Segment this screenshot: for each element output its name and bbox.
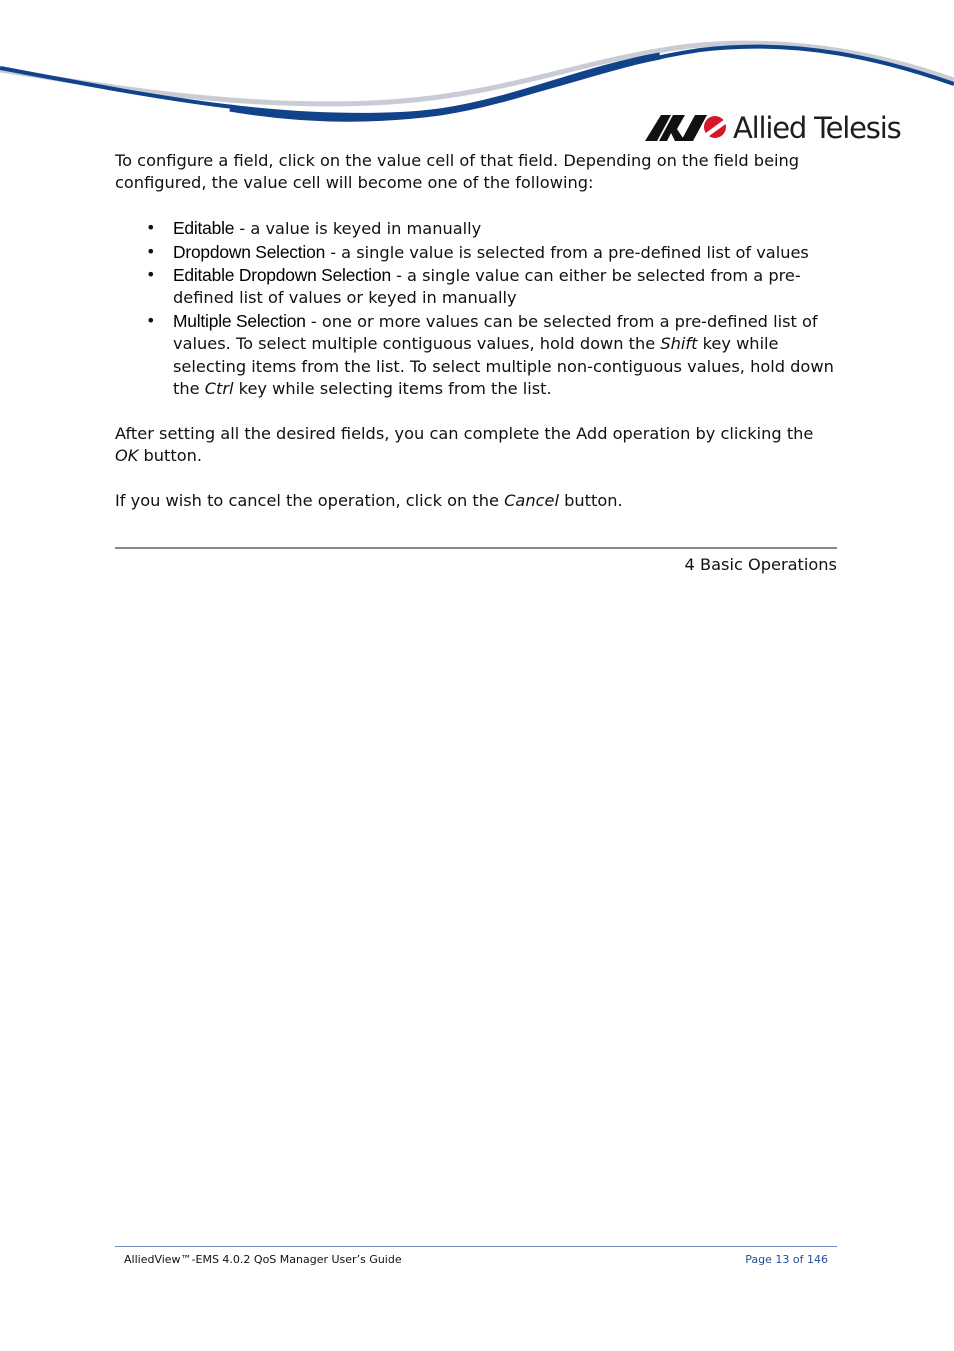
- desc-multiple-selection-part2: key while selecting items from the list. To select multiple non-contiguous values, hold down the: [173, 334, 834, 399]
- desc-editable-dropdown-selection: - a single value can either be selected from a pre-defined list of values or keyed in manually: [173, 266, 801, 308]
- desc-multiple-selection-part3: key while selecting items from the list.: [233, 379, 552, 399]
- desc-multiple-selection-part1: - one or more values can be selected from a pre-defined list of values. To select multiple contiguous values, hold down the: [173, 311, 818, 354]
- section-divider: [115, 547, 837, 549]
- field-type-list: [115, 217, 837, 400]
- page-body: [115, 150, 837, 535]
- term-editable-dropdown-selection: Editable Dropdown Selection: [173, 265, 391, 286]
- bullet-dot-icon: •: [146, 310, 156, 330]
- ctrl-key-name: Ctrl: [204, 379, 234, 399]
- bullet-dot-icon: •: [146, 265, 156, 285]
- intro-paragraph: To configure a field, click on the value cell of that field. Depending on the field being configured, the value cell will become one of the following:: [115, 151, 800, 193]
- allied-telesis-logo: [645, 108, 905, 148]
- cancel-text-part2: button.: [558, 491, 623, 511]
- list-item-multiple-selection: [146, 310, 837, 401]
- term-dropdown-selection: Dropdown Selection: [173, 241, 326, 262]
- cancel-paragraph: [115, 490, 837, 512]
- bullet-dot-icon: •: [146, 241, 156, 261]
- allied-telesis-logo-mark-icon: [645, 113, 727, 143]
- shift-key-name: Shift: [660, 334, 698, 354]
- bullet-dot-icon: •: [146, 218, 156, 238]
- cancel-text-part1: If you wish to cancel the operation, click on the: [115, 491, 505, 511]
- footer-guide-title: AlliedView™-EMS 4.0.2 QoS Manager User’s Guide: [124, 1253, 402, 1266]
- footer-divider: [115, 1246, 837, 1247]
- cancel-button-name: Cancel: [504, 491, 559, 511]
- desc-editable: - a value is keyed in manually: [234, 219, 482, 239]
- term-multiple-selection: Multiple Selection: [173, 310, 306, 331]
- after-text-part1: After setting all the desired fields, you can complete the Add operation by clicking the: [115, 423, 814, 443]
- list-item-dropdown-selection: [146, 241, 837, 264]
- after-text-part2: button.: [138, 446, 203, 466]
- section-label: 4 Basic Operations: [684, 555, 837, 574]
- logo-text: Allied Telesis: [733, 110, 901, 145]
- desc-dropdown-selection: - a single value is selected from a pre-defined list of values: [325, 242, 809, 262]
- list-item-editable-dropdown-selection: [146, 264, 837, 310]
- term-editable: Editable: [173, 218, 235, 239]
- footer-page-number: Page 13 of 146: [745, 1253, 828, 1266]
- after-setting-paragraph: [115, 423, 837, 468]
- ok-button-name: OK: [115, 446, 139, 466]
- list-item-editable: [146, 217, 837, 240]
